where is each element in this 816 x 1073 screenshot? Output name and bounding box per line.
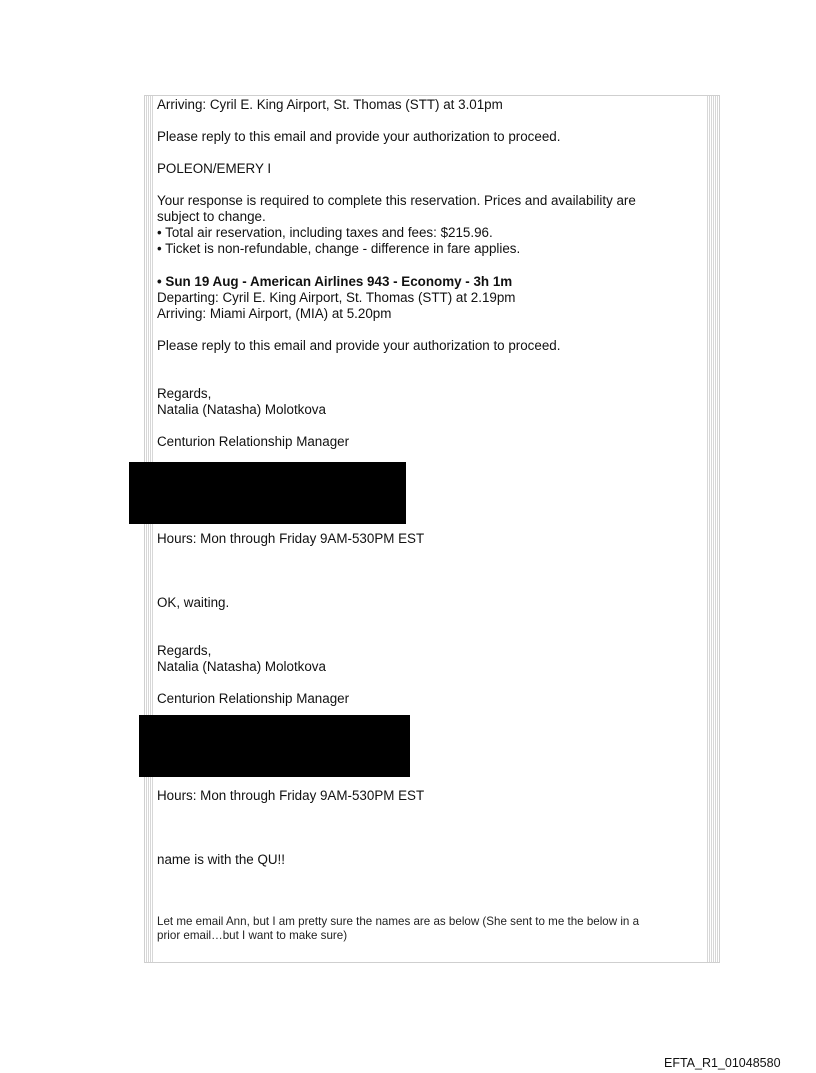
response-required-line-2: subject to change. bbox=[157, 209, 266, 224]
signature-name-1: Natalia (Natasha) Molotkova bbox=[157, 402, 326, 417]
name-note: name is with the QU!! bbox=[157, 852, 286, 867]
departure-stt-line: Departing: Cyril E. King Airport, St. Thomas (STT) at 2.19pm bbox=[157, 290, 516, 305]
arrival-stt-line: Arriving: Cyril E. King Airport, St. Thomas (STT) at 3.01pm bbox=[157, 97, 503, 112]
authorization-request-1: Please reply to this email and provide your authorization to proceed. bbox=[157, 129, 561, 144]
signature-regards-2: Regards, bbox=[157, 643, 212, 658]
ticket-policy-bullet: • Ticket is non-refundable, change - difference in fare applies. bbox=[157, 241, 521, 256]
total-fare-bullet: • Total air reservation, including taxes and fees: $215.96. bbox=[157, 225, 493, 240]
signature-regards-1: Regards, bbox=[157, 386, 212, 401]
frame-right-rail bbox=[706, 96, 720, 962]
frame-left-rail bbox=[144, 96, 154, 962]
signature-name-2: Natalia (Natasha) Molotkova bbox=[157, 659, 326, 674]
reply-ok-waiting: OK, waiting. bbox=[157, 595, 230, 610]
arrival-mia-line: Arriving: Miami Airport, (MIA) at 5.20pm bbox=[157, 306, 392, 321]
ann-note-line-2: prior email…but I want to make sure) bbox=[157, 929, 348, 942]
signature-title-2: Centurion Relationship Manager bbox=[157, 691, 350, 706]
redaction-block-1 bbox=[129, 462, 406, 524]
signature-hours-1: Hours: Mon through Friday 9AM-530PM EST bbox=[157, 531, 425, 546]
ann-note-line-1: Let me email Ann, but I am pretty sure the names are as below (She sent to me the below in a bbox=[157, 915, 640, 928]
response-required-line-1: Your response is required to complete this reservation. Prices and availability are bbox=[157, 193, 636, 208]
signature-title-1: Centurion Relationship Manager bbox=[157, 434, 350, 449]
signature-hours-2: Hours: Mon through Friday 9AM-530PM EST bbox=[157, 788, 425, 803]
flight-heading: • Sun 19 Aug - American Airlines 943 - Economy - 3h 1m bbox=[157, 274, 513, 289]
redaction-block-2 bbox=[139, 715, 410, 777]
document-id: EFTA_R1_01048580 bbox=[664, 1056, 781, 1070]
passenger-name: POLEON/EMERY I bbox=[157, 161, 272, 176]
authorization-request-2: Please reply to this email and provide your authorization to proceed. bbox=[157, 338, 561, 353]
